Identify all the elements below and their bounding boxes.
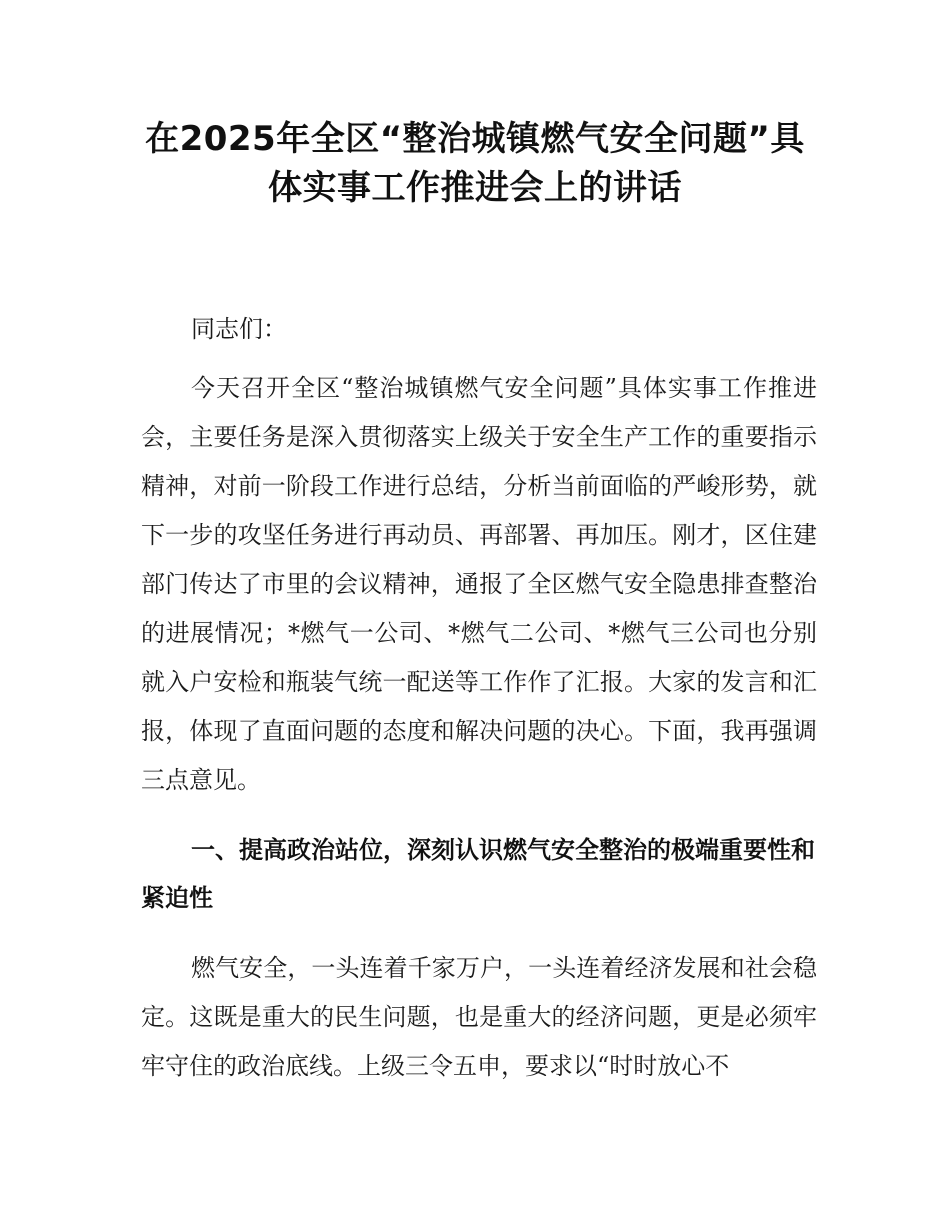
salutation: 同志们： bbox=[191, 315, 287, 343]
document-title-line-2: 体实事工作推进会上的讲话 bbox=[268, 168, 682, 208]
section-heading-1: 一、提高政治站位，深刻认识燃气安全整治的极端重要性和紧迫性 bbox=[141, 836, 815, 912]
paragraph-2: 燃气安全，一头连着千家万户，一头连着经济发展和社会稳定。这既是重大的民生问题，也是重大的经济问题，更是必须牢牢守住的政治底线。上级三令五申，要求以“时时放心不 bbox=[141, 954, 817, 1080]
document-title-line-1: 在2025年全区“整治城镇燃气安全问题”具 bbox=[145, 119, 805, 159]
paragraph-1: 今天召开全区“整治城镇燃气安全问题”具体实事工作推进会，主要任务是深入贯彻落实上级关于安全生产工作的重要指示精神，对前一阶段工作进行总结，分析当前面临的严峻形势，就下一步的攻坚任务进行再动员、再部署、再加压。刚才，区住建部门传达了市里的会议精神，通报了全区燃气安全隐患排查整治的进展情况；*燃气一公司、*燃气二公司、*燃气三公司也分别就入户安检和瓶装气统一配送等工作作了汇报。大家的发言和汇报，体现了直面问题的态度和解决问题的决心。下面，我再强调三点意见。 bbox=[141, 374, 817, 794]
